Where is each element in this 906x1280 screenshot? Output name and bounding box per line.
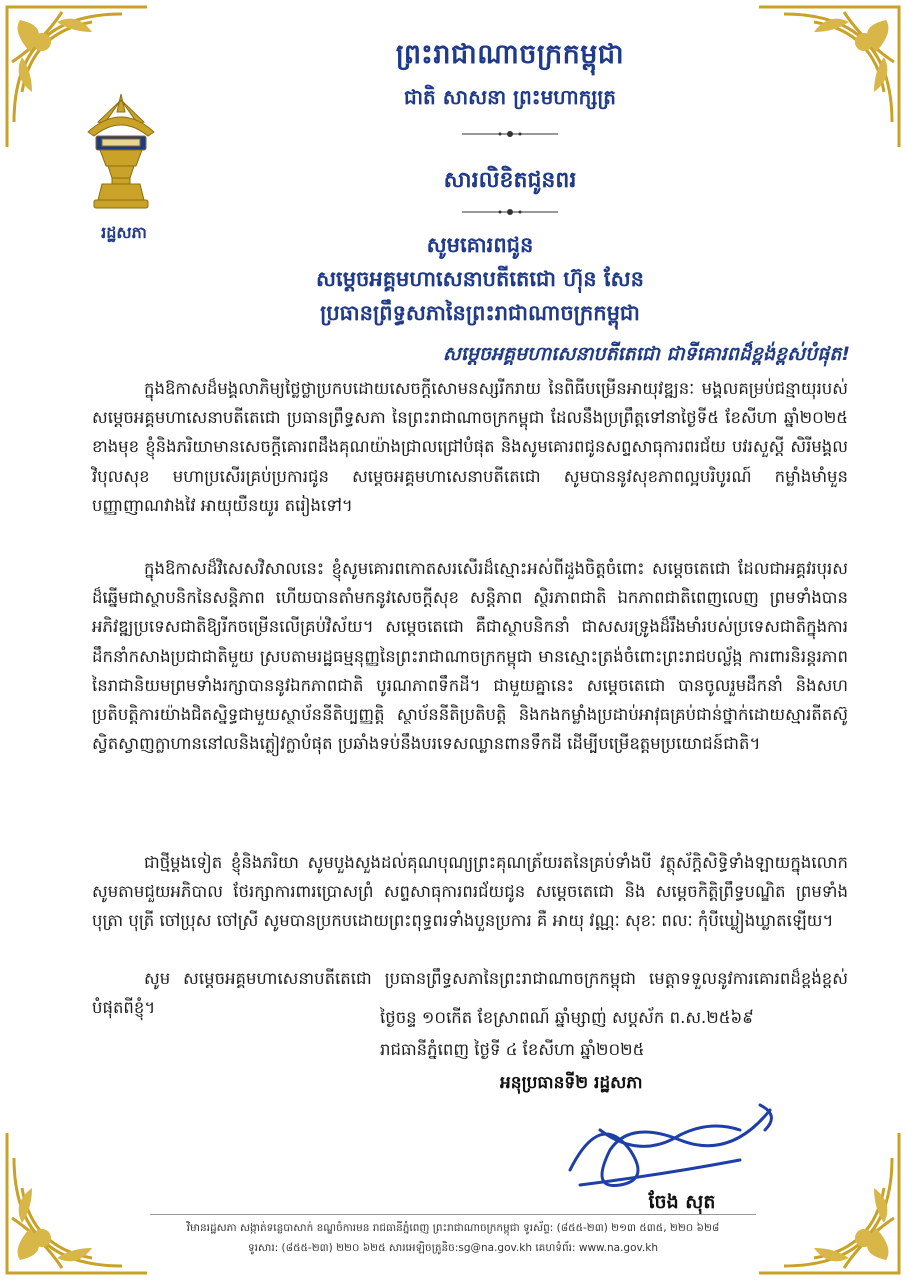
addressee-line-3: ប្រធានព្រឹទ្ធសភានៃព្រះរាជាណាចក្រកម្ពុជា	[320, 301, 640, 325]
body-paragraph-3: ជាថ្មីម្តងទៀត ខ្ញុំនិងភរិយា សូមបួងសួងដល់គុណបុណ្យព្រះគុណត្រ័យរតនៃគ្រប់ទាំងបី វត្ថុស័ក្តិសិទ្ធិទាំងឡាយក្នុងលោក សូមតាមជួយអភិបាល ថែរក្សាការពារប្រោសព្រំ សព្ទសាធុការពរជ័យជូន សម្តេចតេជោ និង សម្តេចកិត្តិព្រឹទ្ធបណ្ឌិត ព្រមទាំងបុត្រា បុត្រី ចៅប្រុស ចៅស្រី សូមបានប្រកបដោយព្រះពុទ្ធពរទាំងបួនប្រការ គឺ អាយុ វណ្ណៈ សុខៈ ពលៈ កុំបីឃ្លៀងឃ្លាតឡើយ។	[92, 853, 848, 931]
handwritten-signature-icon	[540, 1090, 800, 1200]
national-motto: ជាតិ សាសនា ព្រះមហាក្សត្រ	[404, 85, 616, 109]
solar-date: រាជធានីភ្នំពេញ ថ្ងៃទី ៤ ខែសីហា ឆ្នាំ២០២៥	[380, 1040, 645, 1059]
senate-emblem-icon	[78, 92, 164, 210]
ornament-corner-icon	[2, 1128, 152, 1278]
kingdom-title: ព្រះរាជាណាចក្រកម្ពុជា	[395, 39, 625, 70]
footer-divider	[150, 1214, 756, 1215]
addressee-line-2: សម្តេចអគ្គមហាសេនាបតីតេជោ ហ៊ុន សែន	[316, 267, 644, 291]
body-paragraph-2: ក្នុងឱកាសដ៏វិសេសវិសាលនេះ ខ្ញុំសូមគោរពកោតសរសើរដ៏ស្មោះអស់ពីដួងចិត្តចំពោះ សម្តេចតេជោ ដែលជាអគ្គវរបុរសដ៏ឆ្នើមជាស្ថាបនិកនៃសន្តិភាព ហើយបានតាំមកនូវសេចក្តីសុខ សន្តិភាព ស្ថិរភាពជាតិ ឯកភាពជាតិពេញលេញ ព្រមទាំងបានអភិវឌ្ឍប្រទេសជាតិឱ្យរីកចម្រើនលើគ្រប់វិស័យ។ សម្តេចតេជោ គឺជាស្ថាបនិកនាំ ជាសសរទ្រូងដ៏រឹងមាំរបស់ប្រទេសជាតិក្នុងការដឹកនាំកសាងប្រជាជាតិមួយ ស្របតាមរដ្ឋធម្មនុញ្ញនៃព្រះរាជាណាចក្រកម្ពុជា មានស្មោះត្រង់ចំពោះព្រះរាជបល្ល័ង្ក ការពារនិរន្តរភាពនៃរាជានិយមព្រមទាំងរក្សាបាននូវឯកភាពជាតិ បូរណភាពទឹកដី។ ជាមួយគ្នានេះ សម្តេចតេជោ បានចូលរួមដឹកនាំ និងសហប្រតិបត្តិការយ៉ាងជិតស្និទ្ធជាមួយស្ថាប័ននីតិប្បញ្ញត្តិ ស្ថាប័ននីតិប្រតិបត្តិ និងកងកម្លាំងប្រដាប់អាវុធគ្រប់ជាន់ថ្នាក់ដោយស្មារតីតស៊ូ ស្វិតស្វាញក្លាហាននៅលនិងភ្លៀវក្លាបំផុត ប្រឆាំងទប់នឹងបរទេសឈ្លានពានទឹកដី ដើម្បីបម្រើឧត្តមប្រយោជន៍ជាតិ។	[92, 559, 848, 754]
emblem-label: រដ្ឋសភា	[101, 223, 147, 242]
body-paragraph-1: ក្នុងឱកាសដ៏មង្គលាភិម្យថ្លៃថ្លាប្រកបដោយសេចក្តីសោមនស្សរីករាយ នៃពិធីបម្រើនអាយុវឌ្ឍនៈ មង្គលគម្រប់ជន្មាយុរបស់ សម្តេចអគ្គមហាសេនាបតីតេជោ ប្រធានព្រឹទ្ធសភា នៃព្រះរាជាណាចក្រកម្ពុជា ដែលនឹងប្រព្រឹត្តទៅនាថ្ងៃទី៥ ខែសីហា ឆ្នាំ២០២៥ ខាងមុខ ខ្ញុំនិងភរិយាមានសេចក្តីគោរពដឹងគុណយ៉ាងជ្រាលជ្រៅបំផុត និងសូមគោរពជូនសព្ទសាធុការពរជ័យ បវរសួស្តី សិរីមង្គល វិបុលសុខ មហាប្រសើរគ្រប់ប្រការជូន សម្តេចអគ្គមហាសេនាបតីតេជោ សូមបាននូវសុខភាពល្អបរិបូរណ៍ កម្លាំងមាំមួន បញ្ញាញាណវាងវៃ អាយុយឺនយូរ តរៀងទៅ។	[92, 379, 848, 515]
footer-address: វិមានរដ្ឋសភា សង្កាត់ទន្លេបាសាក់ ខណ្ឌចំការមន រាជធានីភ្នំពេញ ព្រះរាជាណាចក្រកម្ពុជា ទូរស័ព្ទ: (៨៥៥-២៣) ២១៣ ៥៣៥, ២២០ ៦២៨	[186, 1222, 720, 1234]
divider-ornament-icon	[460, 206, 560, 218]
footer-contact: ទូរសារ: (៨៥៥-២៣) ២២០ ៦២៥ សារអេឡិចត្រូនិច:sg@na.gov.kh គេហទំព័រ: www.na.gov.kh	[248, 1242, 658, 1254]
ornament-corner-icon	[754, 2, 904, 152]
addressee-line-1: សូមគោរពជូន	[426, 233, 534, 257]
salutation: សម្តេចអគ្គមហាសេនាបតីតេជោ ជាទីគោរពដ៏ខ្ពង់ខ្ពស់បំផុត!	[442, 343, 850, 365]
body-paragraph-4: សូម សម្តេចអគ្គមហាសេនាបតីតេជោ ប្រធានព្រឹទ្ធសភានៃព្រះរាជាណាចក្រកម្ពុជា មេត្តាទទួលនូវការគោរពដ៏ខ្ពង់ខ្ពស់បំផុតពីខ្ញុំ។	[92, 969, 848, 1018]
signatory-name: ចែង សុត	[648, 1191, 716, 1213]
divider-ornament-icon	[460, 128, 560, 140]
lunar-date: ថ្ងៃចន្ទ ១០កើត ខែស្រាពណ៍ ឆ្នាំម្សាញ់ សប្តស័ក ព.ស.២៥៦៩	[380, 1008, 754, 1027]
document-type: សារលិខិតជូនពរ	[443, 168, 577, 193]
signatory-title: អនុប្រធានទី២ រដ្ឋសភា	[500, 1073, 643, 1093]
